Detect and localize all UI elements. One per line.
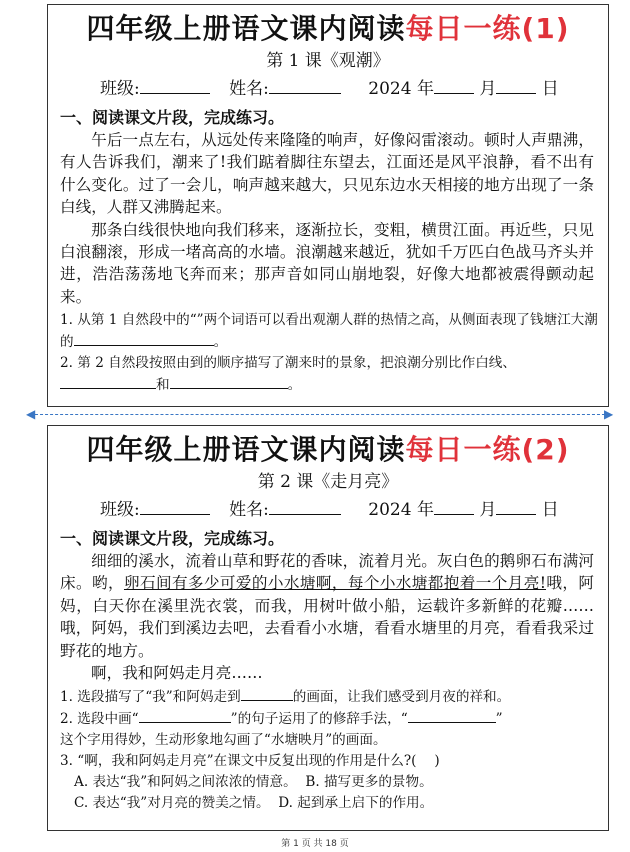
- worksheet-title: [48, 11, 608, 47]
- name-field[interactable]: [269, 77, 341, 94]
- year-label: 2024 年: [368, 500, 434, 520]
- question-3: 3. “啊，我和阿妈走月亮”在课文中反复出现的作用是什么?( ): [60, 753, 440, 770]
- student-info-row: [48, 77, 608, 101]
- option-d[interactable]: D. 起到承上启下的作用。: [278, 795, 434, 812]
- section-heading: 一、阅读课文片段，完成练习。: [60, 529, 285, 548]
- student-info-row: [48, 498, 608, 522]
- title-accent: 每日一练(1): [405, 12, 570, 45]
- question-1: [48, 310, 608, 353]
- question-text: 的画面，让我们感受到月夜的祥和。: [292, 689, 511, 706]
- arrow-left-icon: ◀: [26, 407, 36, 421]
- question-text: 。: [287, 377, 302, 394]
- answer-blank[interactable]: [241, 686, 293, 701]
- title-accent: 每日一练(2): [405, 433, 570, 466]
- worksheet-title: [48, 432, 608, 468]
- answer-blank[interactable]: [139, 708, 231, 723]
- day-field[interactable]: [496, 77, 536, 94]
- name-label: 姓名:: [229, 79, 269, 99]
- worksheet-1: [47, 4, 609, 407]
- passage-paragraph-2: [48, 219, 608, 309]
- name-field[interactable]: [269, 498, 341, 515]
- question-text: ”的句子运用了的修辞手法，“: [230, 711, 408, 728]
- page-divider: [30, 414, 610, 415]
- question-text: 。: [213, 334, 228, 351]
- class-label: 班级:: [100, 500, 140, 520]
- passage-text: 细细的溪水，流着山草和野花的香味，流着月光。灰白色的鹅卵石布满河床。哟，: [60, 552, 594, 593]
- question-2: [48, 353, 608, 396]
- month-label: 月: [479, 79, 497, 99]
- answer-blank[interactable]: [74, 331, 214, 346]
- lesson-title: 第 1 课《观潮》: [266, 51, 390, 71]
- class-field[interactable]: [140, 77, 210, 94]
- question-text: 这个字用得妙，生动形象地勾画了“水塘映月”的画面。: [60, 732, 387, 749]
- title-main: 四年级上册语文课内阅读: [86, 433, 406, 466]
- lesson-title: 第 2 课《走月亮》: [257, 472, 399, 492]
- title-main: 四年级上册语文课内阅读: [86, 12, 406, 45]
- passage-paragraph-1: [48, 129, 608, 219]
- day-label: 日: [541, 79, 559, 99]
- day-field[interactable]: [496, 498, 536, 515]
- page-footer: 第 1 页 共 18 页: [281, 839, 349, 849]
- passage-text: 哦，阿妈，白天你在溪里洗衣裳，而我，用树叶做小船，运载许多新鲜的花瓣……哦，阿妈，我们到溪边去吧，去看看小水塘，看看水塘里的月亮，看看我采过野花的地方。: [60, 574, 594, 660]
- month-field[interactable]: [434, 498, 474, 515]
- passage-paragraph-1: [48, 550, 608, 662]
- options-row-2: [48, 793, 608, 814]
- passage-paragraph-2: [48, 662, 608, 684]
- underlined-sentence: 卵石间有多少可爱的小水塘啊，每个小水塘都抱着一个月亮!: [123, 574, 546, 593]
- question-1: [48, 686, 608, 708]
- answer-blank[interactable]: [170, 374, 288, 389]
- question-text: 2. 选段中画“: [60, 711, 139, 728]
- question-text: 1. 从第 1 自然段中的“”两个词语可以看出观潮人群的热情之高，从侧面表现了钱塘江大潮的: [60, 312, 598, 351]
- name-label: 姓名:: [229, 500, 269, 520]
- question-2: [48, 708, 608, 751]
- question-text: 和: [156, 377, 170, 394]
- year-label: 2024 年: [368, 79, 434, 99]
- section-heading: 一、阅读课文片段，完成练习。: [60, 108, 285, 127]
- answer-blank[interactable]: [60, 374, 156, 389]
- month-field[interactable]: [434, 77, 474, 94]
- question-text: 2. 第 2 自然段按照由到的顺序描写了潮来时的景象，把浪潮分别比作白线、: [60, 355, 516, 372]
- question-text: 1. 选段描写了“我”和阿妈走到: [60, 689, 241, 706]
- passage-text: 啊，我和阿妈走月亮……: [91, 664, 263, 683]
- passage-text: 那条白线很快地向我们移来，逐渐拉长，变粗，横贯江面。再近些，只见白浪翻滚，形成一堵高高的水墙。浪潮越来越近，犹如千万匹白色战马齐头并进，浩浩荡荡地飞奔而来；那声音如同山崩地裂，好像大地都被震得颤动起来。: [60, 220, 594, 306]
- option-b[interactable]: B. 描写更多的景物。: [305, 774, 433, 791]
- options-row-1: [48, 772, 608, 793]
- question-text: ”: [495, 711, 503, 728]
- arrow-right-icon: ▶: [604, 407, 614, 421]
- option-a[interactable]: A. 表达“我”和阿妈之间浓浓的情意。: [74, 774, 297, 791]
- passage-text: 午后一点左右，从远处传来隆隆的响声，好像闷雷滚动。顿时人声鼎沸，有人告诉我们，潮来了!我们踮着脚往东望去，江面还是风平浪静，看不出有什么变化。过了一会儿，响声越来越大，只见东边水天相接的地方出现了一条白线，人群又沸腾起来。: [60, 131, 594, 217]
- day-label: 日: [541, 500, 559, 520]
- class-label: 班级:: [100, 79, 140, 99]
- answer-blank[interactable]: [408, 708, 496, 723]
- worksheet-2: [47, 425, 609, 831]
- option-c[interactable]: C. 表达“我”对月亮的赞美之情。: [74, 795, 270, 812]
- month-label: 月: [479, 500, 497, 520]
- class-field[interactable]: [140, 498, 210, 515]
